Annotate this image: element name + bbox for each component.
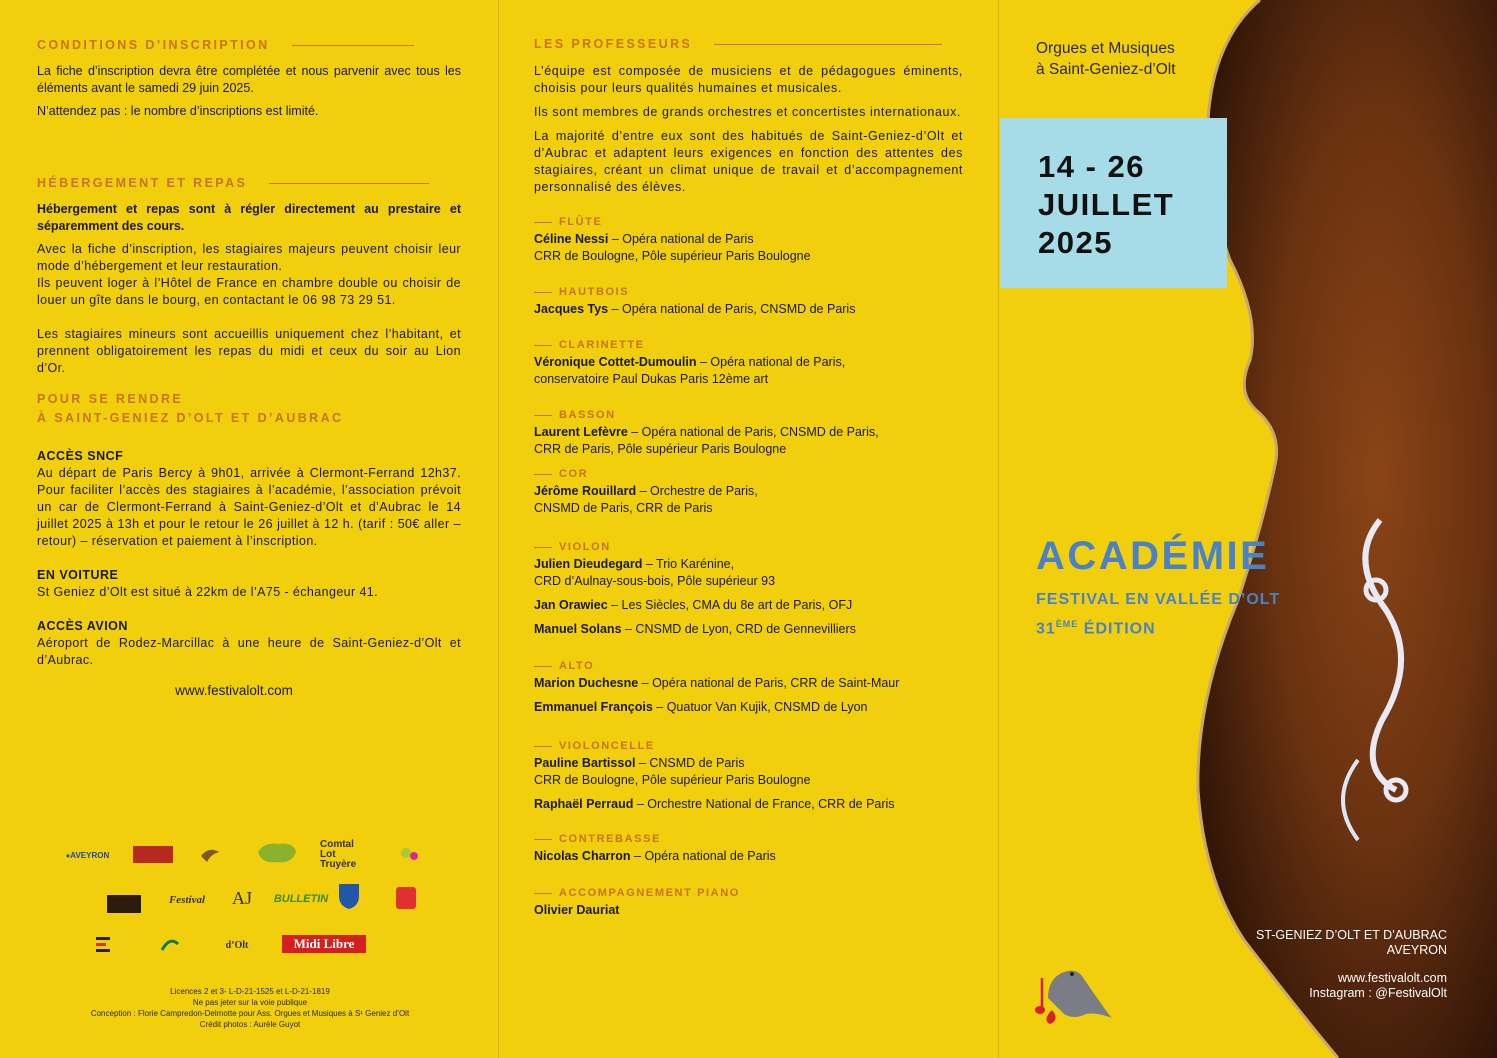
instrument-heading xyxy=(534,660,963,672)
professor-name: Céline Nessi xyxy=(534,232,609,246)
instrument-dash xyxy=(534,345,552,346)
professor-affiliation: CRR de Boulogne, Pôle supérieur Paris Boulogne xyxy=(534,773,811,787)
professor-entry xyxy=(534,354,963,371)
professor-name: Véronique Cottet-Dumoulin xyxy=(534,355,697,369)
instrument-block xyxy=(534,216,963,265)
professor-affiliation: conservatoire Paul Dukas Paris 12ème art xyxy=(534,372,769,386)
instrument-heading xyxy=(534,833,963,845)
professor-entry xyxy=(534,231,963,248)
instrument-name: CLARINETTE xyxy=(559,339,645,351)
professor-name: Pauline Bartissol xyxy=(534,756,636,770)
logo-aveyron: ● AVEYRON xyxy=(65,850,110,860)
festival-name: FESTIVAL EN VALLÉE D’OLT xyxy=(1036,591,1281,608)
professor-entry xyxy=(534,699,963,716)
rendre-title: POUR SE RENDRE À SAINT-GENIEZ D’OLT ET D’AUBRAC xyxy=(37,392,344,425)
cover-panel xyxy=(998,0,1497,1058)
prof-intro-1: L’équipe est composée de musiciens et de pédagogues éminents, choisis pour leurs qualités humaines et musicales. xyxy=(534,64,963,95)
instrument-dash xyxy=(534,839,552,840)
professor-entry xyxy=(534,772,963,789)
logo-brown xyxy=(107,895,141,913)
professor-entry xyxy=(534,556,963,573)
instrument-dash xyxy=(534,415,552,416)
location: ST-GENIEZ D’OLT ET D’AUBRAC AVEYRON xyxy=(1255,928,1447,957)
sncf-text: Au départ de Paris Bercy à 9h01, arrivée à Clermont-Ferrand 12h37. Pour faciliter l’accès des stagiaires à l’académie, l’association prévoit un car de Clermont-Ferrand à Saint-Geniez-d’Olt et d’Aubrac le 14 juillet 2025 à 13h et pour le retour le 26 juillet à 12 h. (tarif : 50€ aller – retour) – réservation et paiement à l’inscription. xyxy=(37,466,461,548)
instrument-name: VIOLONCELLE xyxy=(559,740,655,752)
logo-bird xyxy=(195,842,225,866)
professor-name: Nicolas Charron xyxy=(534,849,631,863)
instrument-dash xyxy=(534,292,552,293)
conditions-limit: N’attendez pas : le nombre d’inscriptions est limité. xyxy=(37,104,319,118)
instrument-block xyxy=(534,740,963,813)
logo-red xyxy=(396,887,416,909)
professor-name: Julien Dieudegard xyxy=(534,557,643,571)
instrument-dash xyxy=(534,666,552,667)
hebergement-p1: Avec la fiche d’inscription, les stagiaires majeurs peuvent choisir leur mode d’hébergement et leur restauration. xyxy=(37,242,461,273)
professor-entry xyxy=(534,848,963,865)
logo-map xyxy=(252,838,302,868)
instrument-name: FLÛTE xyxy=(559,216,603,228)
instrument-dash xyxy=(534,474,552,475)
professor-affiliation: – Opéra national de Paris xyxy=(630,849,776,863)
professor-affiliation: – Les Siècles, CMA du 8e art de Paris, OFJ xyxy=(607,598,853,612)
instrument-block xyxy=(534,541,963,638)
instrument-name: HAUTBOIS xyxy=(559,286,630,298)
instrument-block xyxy=(534,339,963,388)
instrument-block xyxy=(534,409,963,458)
instrument-dash xyxy=(534,746,552,747)
middle-panel xyxy=(498,0,998,1058)
professor-entry xyxy=(534,675,963,692)
hebergement-p2: Ils peuvent loger à l’Hôtel de France en chambre double ou choisir de louer un gîte dans le bourg, en contactant le 06 98 73 29 51. xyxy=(37,276,461,307)
professor-name: Manuel Solans xyxy=(534,622,622,636)
professor-affiliation: – Opéra national de Paris, CRR de Saint-Maur xyxy=(638,676,900,690)
cover-website[interactable]: www.festivalolt.com xyxy=(1337,971,1447,985)
professor-affiliation: – Trio Karénine, xyxy=(642,557,735,571)
credit-photos: Crédit photos : Aurèle Guyot xyxy=(199,1020,301,1029)
professor-entry xyxy=(534,796,963,813)
logo-olt: d’Olt xyxy=(225,939,249,951)
credit-conception: Conception : Florie Campredon-Delmotte pour Ass. Orgues et Musiques à S¹ Geniez d’Olt xyxy=(90,1009,410,1018)
professor-name: Jacques Tys xyxy=(534,302,609,316)
professeurs-title: LES PROFESSEURS xyxy=(534,37,963,51)
instrument-block xyxy=(534,887,963,919)
professor-entry xyxy=(534,573,963,590)
professor-entry xyxy=(534,902,963,919)
logo-bulletin: BULLETIN xyxy=(273,893,329,905)
instagram-handle[interactable]: Instagram : @FestivalOlt xyxy=(1309,986,1447,1000)
instrument-dash xyxy=(534,547,552,548)
logo-ca xyxy=(150,934,190,958)
date-year: 2025 xyxy=(1038,225,1113,260)
instrument-name: COR xyxy=(559,468,589,480)
professor-affiliation: – Quatuor Van Kujik, CNSMD de Lyon xyxy=(652,700,868,714)
instrument-block xyxy=(534,833,963,865)
instrument-block xyxy=(534,660,963,716)
professor-name: Jérôme Rouillard xyxy=(534,484,637,498)
instrument-block xyxy=(534,286,963,318)
voiture-text: St Geniez d’Olt est situé à 22km de l’A75 - échangeur 41. xyxy=(37,585,379,599)
professor-name: Raphaël Perraud xyxy=(534,797,634,811)
edition: 31ÈME ÉDITION xyxy=(1036,619,1156,638)
instrument-name: VIOLON xyxy=(559,541,611,553)
professor-affiliation: – CNSMD de Lyon, CRD de Gennevilliers xyxy=(621,622,856,636)
professor-affiliation: – Opéra national de Paris, CNSMD de Paris, xyxy=(627,425,879,439)
professor-affiliation: – Opéra national de Paris, xyxy=(696,355,846,369)
logo-comtal: Comtal Lot Truyère xyxy=(320,839,357,870)
professor-affiliation: – CNSMD de Paris xyxy=(635,756,745,770)
professor-entry xyxy=(534,483,963,500)
sncf-title: ACCÈS SNCF xyxy=(37,449,124,463)
logo-script: Festival xyxy=(168,894,206,906)
instrument-heading xyxy=(534,468,963,480)
instrument-heading xyxy=(534,409,963,421)
professor-entry xyxy=(534,248,963,265)
instrument-heading xyxy=(534,339,963,351)
logo-aj: AJ xyxy=(231,887,252,908)
instrument-list xyxy=(534,216,963,919)
instrument-heading xyxy=(534,740,963,752)
prof-intro-2: Ils sont membres de grands orchestres et concertistes internationaux. xyxy=(534,105,962,119)
avion-text: Aéroport de Rodez-Marcillac à une heure de Saint-Geniez-d’Olt et d’Aubrac. xyxy=(37,636,461,667)
conditions-text: La fiche d’inscription devra être complétée et nous parvenir avec tous les éléments avant le samedi 29 juin 2025. xyxy=(37,64,461,95)
professor-entry xyxy=(534,621,963,638)
instrument-name: CONTREBASSE xyxy=(559,833,661,845)
instrument-block xyxy=(534,468,963,517)
professor-entry xyxy=(534,755,963,772)
voiture-title: EN VOITURE xyxy=(37,568,119,582)
instrument-name: BASSON xyxy=(559,409,616,421)
instrument-dash xyxy=(534,222,552,223)
instrument-heading xyxy=(534,887,963,899)
professor-affiliation: CRD d’Aulnay-sous-bois, Pôle supérieur 93 xyxy=(534,574,776,588)
instrument-heading xyxy=(534,541,963,553)
prof-intro-3: La majorité d’entre eux sont des habitués de Saint-Geniez-d’Olt et d’Aubrac et adaptent leurs exigences en fonction des attentes des stagiaires, créant un climat unique de travail et d’accompagnement personnalisé des élèves. xyxy=(534,129,963,194)
professor-entry xyxy=(534,441,963,458)
professor-affiliation: – Orchestre de Paris, xyxy=(636,484,758,498)
professor-entry xyxy=(534,371,963,388)
logo-shield xyxy=(336,881,362,911)
credits xyxy=(40,986,460,1030)
credit-licences: Licences 2 et 3- L-D-21-1525 et L-D-21-1819 xyxy=(170,987,330,996)
professor-affiliation: – Opéra national de Paris xyxy=(608,232,754,246)
academie-title: ACADÉMIE xyxy=(1036,534,1270,578)
instrument-name: ALTO xyxy=(559,660,595,672)
avion-title: ACCÈS AVION xyxy=(37,619,128,633)
professor-name: Emmanuel François xyxy=(534,700,653,714)
professor-entry xyxy=(534,424,963,441)
date-box xyxy=(1000,118,1227,288)
website-link[interactable]: www.festivalolt.com xyxy=(175,683,293,698)
professor-affiliation: – Opéra national de Paris, CNSMD de Paris xyxy=(608,302,856,316)
professor-entry xyxy=(534,597,963,614)
professor-name: Jan Orawiec xyxy=(534,598,608,612)
credit-ne-pas-jeter: Ne pas jeter sur la voie publique xyxy=(192,998,308,1007)
professor-name: Olivier Dauriat xyxy=(534,903,620,917)
organization-title: Orgues et Musiques à Saint-Geniez-d’Olt xyxy=(1036,40,1176,78)
conditions-title: CONDITIONS D’INSCRIPTION xyxy=(37,38,461,52)
bird-logo-icon xyxy=(1034,958,1114,1024)
professor-affiliation: CNSMD de Paris, CRR de Paris xyxy=(534,501,713,515)
logo-ce xyxy=(88,934,124,958)
professor-affiliation: – Orchestre National de France, CRR de Paris xyxy=(633,797,895,811)
logo-sainte-eulalie xyxy=(392,845,432,867)
date-range: 14 - 26 xyxy=(1038,149,1146,184)
professor-name: Marion Duchesne xyxy=(534,676,639,690)
professor-entry xyxy=(534,500,963,517)
instrument-name: ACCOMPAGNEMENT PIANO xyxy=(559,887,740,899)
date-month: JUILLET xyxy=(1038,187,1175,222)
professor-affiliation: CRR de Boulogne, Pôle supérieur Paris Boulogne xyxy=(534,249,811,263)
professor-entry xyxy=(534,301,963,318)
professor-affiliation: CRR de Paris, Pôle supérieur Paris Boulogne xyxy=(534,442,787,456)
hebergement-title: HÉBERGEMENT ET REPAS xyxy=(37,176,461,190)
professor-name: Laurent Lefèvre xyxy=(534,425,628,439)
instrument-dash xyxy=(534,893,552,894)
hebergement-p3: Les stagiaires mineurs sont accueillis uniquement chez l’habitant, et prennent obligatoirement les repas du midi et ceux du soir au Lion d’Or. xyxy=(37,327,461,375)
contact-links xyxy=(1309,971,1447,1001)
hebergement-bold: Hébergement et repas sont à régler directement au prestaire et séparemment des cours. xyxy=(37,202,461,233)
instrument-heading xyxy=(534,216,963,228)
logo-midi-libre: Midi Libre xyxy=(282,935,366,953)
instrument-heading xyxy=(534,286,963,298)
logo-occitanie xyxy=(133,846,173,863)
